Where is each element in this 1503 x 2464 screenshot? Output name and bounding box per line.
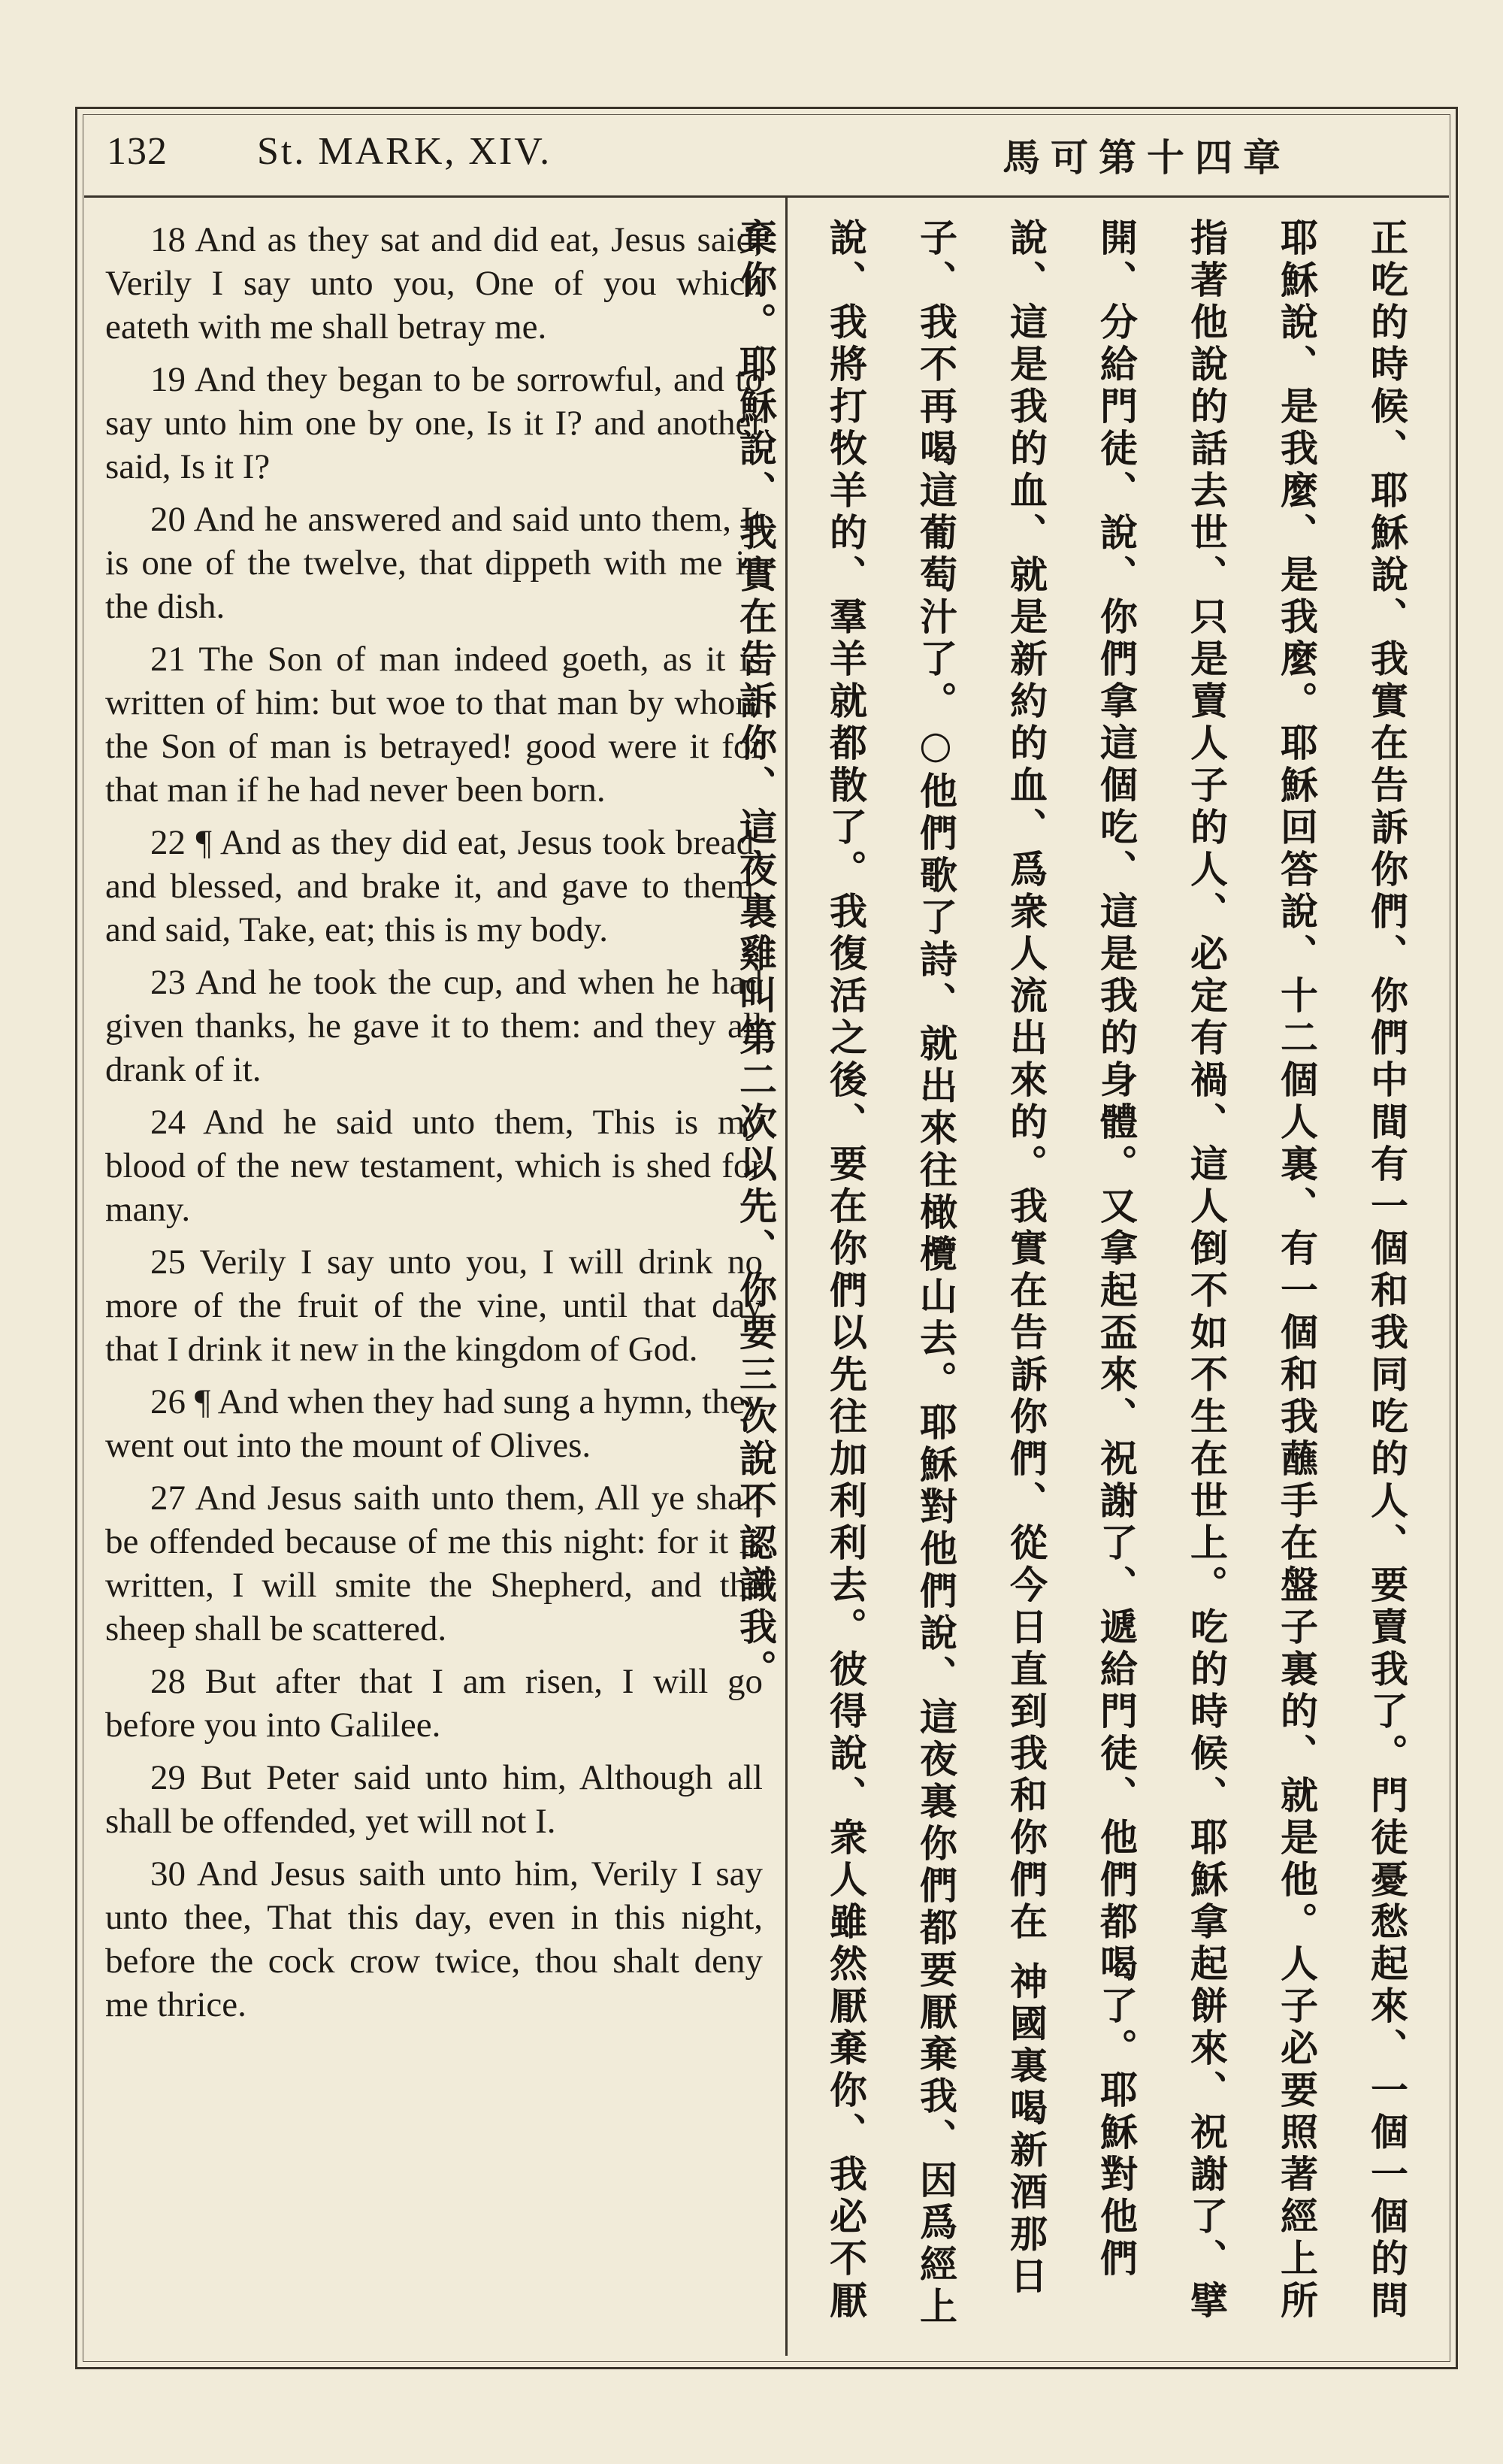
- english-column: [105, 218, 763, 2345]
- verse-21: 21 The Son of man indeed goeth, as it is written of him: but woe to that man by whom the Son of man is betrayed! good were it for that man if he had never been born.: [105, 640, 763, 810]
- chinese-chapter-title: 馬可第十四章: [1003, 136, 1291, 180]
- page-number: 132: [107, 130, 168, 173]
- verse-24: 24 And he said unto them, This is my blood of the new testament, which is shed for many.: [105, 1103, 763, 1229]
- verse-29: 29 But Peter said unto him, Although all shall be offended, yet will not I.: [105, 1758, 763, 1841]
- page-header: [84, 120, 1449, 198]
- chinese-column: [733, 218, 1432, 2345]
- verse-28: 28 But after that I am risen, I will go before you into Galilee.: [105, 1662, 763, 1745]
- verse-27: 27 And Jesus saith unto them, All ye shall be offended because of me this night: for it is written, I will smite the Shepherd, and the sheep shall be scattered.: [105, 1479, 763, 1648]
- verse-19: 19 And they began to be sorrowful, and to say unto him one by one, Is it I? and another said, Is it I?: [105, 360, 763, 486]
- verse-22: 22 ¶ And as they did eat, Jesus took bread, and blessed, and brake it, and gave to them, and said, Take, eat; this is my body.: [105, 823, 763, 949]
- verse-20: 20 And he answered and said unto them, It is one of the twelve, that dippeth with me in the dish.: [105, 500, 763, 626]
- verse-25: 25 Verily I say unto you, I will drink no more of the fruit of the vine, until that day that I drink it new in the kingdom of God.: [105, 1243, 763, 1369]
- verse-23: 23 And he took the cup, and when he had given thanks, he gave it to them: and they all drank of it.: [105, 963, 763, 1089]
- chinese-text: 正吃的時候、耶穌說、我實在告訴你們、你們中間有一個和我同吃的人、要賣我了。門徒憂愁起來、一個一個的問耶穌說、是我麼、是我麼。耶穌回答說、十二個人裏、有一個和我蘸手在盤子裏的、就是他。人子必要照著經上所指著他說的話去世、只是賣人子的人、必定有禍、這人倒不如不生在世上。吃的時候、耶穌拿起餅來、祝謝了、擘開、分給門徒、說、你們拿這個吃、這是我的身體。又拿起盃來、祝謝了、遞給門徒、他們都喝了。耶穌對他們說、這是我的血、就是新約的血、爲衆人流出來的。我實在告訴你們、從今日直到我和你們在 神國裏喝新酒那日子、我不再喝這葡萄汁了。○他們歌了詩、就出來往橄欖山去。耶穌對他們說、這夜裏你們都要厭棄我、因爲經上說、我將打牧羊的、羣羊就都散了。我復活之後、要在你們以先往加利利去。彼得說、衆人雖然厭棄你、我必不厭棄你。耶穌說、我實在告訴你、這夜裏雞叫第二次以先、你要三次說不認識我。: [733, 218, 1408, 2329]
- verse-18: 18 And as they sat and did eat, Jesus said, Verily I say unto you, One of you which eateth with me shall betray me.: [105, 220, 763, 347]
- verse-30: 30 And Jesus saith unto him, Verily I say unto thee, That this day, even in this night, before the cock crow twice, thou shalt deny me thrice.: [105, 1854, 763, 2024]
- verse-26: 26 ¶ And when they had sung a hymn, they went out into the mount of Olives.: [105, 1382, 763, 1465]
- book-title: St. MARK, XIV.: [257, 130, 552, 173]
